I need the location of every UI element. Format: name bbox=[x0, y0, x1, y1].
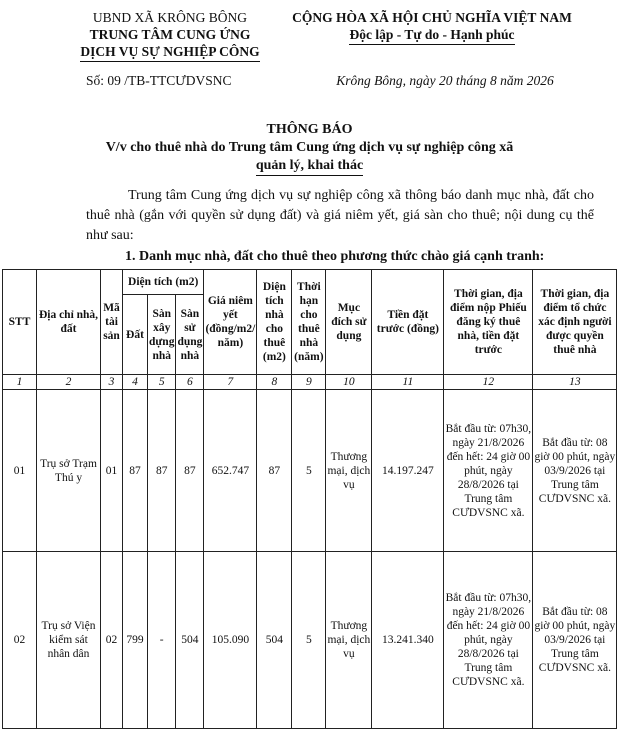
national-motto: Độc lập - Tự do - Hạnh phúc bbox=[349, 26, 514, 45]
header-term: Thời hạn cho thuê nhà (năm) bbox=[292, 270, 326, 375]
column-number: 6 bbox=[176, 375, 204, 390]
column-number: 2 bbox=[37, 375, 101, 390]
org-line-2: TRUNG TÂM CUNG ỨNG bbox=[89, 27, 251, 42]
column-number: 4 bbox=[123, 375, 148, 390]
cell-address: Trụ sở Trạm Thú y bbox=[37, 390, 101, 552]
subject-line-2-text: quản lý, khai thác bbox=[256, 158, 363, 176]
header-registration: Thời gian, địa điểm nộp Phiếu đăng ký thuê nhà, tiền đặt trước bbox=[444, 270, 533, 375]
table-header-row bbox=[3, 270, 617, 295]
cell-registration: Bắt đầu từ: 07h30, ngày 21/8/2026 đến hết: 24 giờ 00 phút, ngày 28/8/2026 tại Trung tâm CƯDVSNC xã. bbox=[444, 552, 533, 729]
cell-land: 799 bbox=[123, 552, 148, 729]
column-number: 13 bbox=[533, 375, 617, 390]
cell-deposit: 13.241.340 bbox=[372, 552, 444, 729]
org-line-3: DỊCH VỤ SỰ NGHIỆP CÔNG bbox=[80, 43, 259, 62]
header-stt: STT bbox=[3, 270, 37, 375]
column-number: 12 bbox=[444, 375, 533, 390]
header-rent-area: Diện tích nhà cho thuê (m2) bbox=[257, 270, 292, 375]
header-built: Sàn xây dựng nhà bbox=[148, 295, 176, 375]
header-area-group: Diện tích (m2) bbox=[123, 270, 204, 295]
column-number: 11 bbox=[372, 375, 444, 390]
cell-price: 105.090 bbox=[204, 552, 257, 729]
document-number: Số: 09 /TB-TTCƯDVSNC bbox=[86, 73, 232, 88]
cell-purpose: Thương mại, dịch vụ bbox=[326, 390, 372, 552]
cell-term: 5 bbox=[292, 390, 326, 552]
cell-usable: 504 bbox=[176, 552, 204, 729]
cell-stt: 01 bbox=[3, 390, 37, 552]
section-heading: 1. Danh mục nhà, đất cho thuê theo phương thức chào giá cạnh tranh: bbox=[125, 249, 545, 264]
cell-stt: 02 bbox=[3, 552, 37, 729]
intro-paragraph: Trung tâm Cung ứng dịch vụ sự nghiệp công xã thông báo danh mục nhà, đất cho thuê nhà (gắn với quyền sử dụng đất) và giá niêm yết, giá sàn cho thuê; nội dung cụ thể như sau: bbox=[86, 188, 594, 243]
cell-selection: Bắt đầu từ: 08 giờ 00 phút, ngày 03/9/2026 tại Trung tâm CƯDVSNC xã. bbox=[533, 390, 617, 552]
cell-term: 5 bbox=[292, 552, 326, 729]
subject-line-1: V/v cho thuê nhà do Trung tâm Cung ứng dịch vụ sự nghiệp công xã bbox=[105, 140, 514, 155]
header-asset-code: Mã tài sản bbox=[101, 270, 123, 375]
cell-purpose: Thương mại, dịch vụ bbox=[326, 552, 372, 729]
cell-registration: Bắt đầu từ: 07h30, ngày 21/8/2026 đến hết: 24 giờ 00 phút, ngày 28/8/2026 tại Trung tâm CƯDVSNC xã. bbox=[444, 390, 533, 552]
header-land: Đất bbox=[123, 295, 148, 375]
cell-deposit: 14.197.247 bbox=[372, 390, 444, 552]
property-table bbox=[2, 269, 617, 729]
header-address: Địa chỉ nhà, đất bbox=[37, 270, 101, 375]
column-number-row bbox=[3, 375, 617, 390]
header-purpose: Mục đích sử dụng bbox=[326, 270, 372, 375]
place-and-date: Krông Bông, ngày 20 tháng 8 năm 2026 bbox=[336, 73, 554, 88]
cell-rent-area: 504 bbox=[257, 552, 292, 729]
issuing-organization bbox=[60, 9, 280, 62]
cell-built: - bbox=[148, 552, 176, 729]
header-price: Giá niêm yết (đồng/m2/ năm) bbox=[204, 270, 257, 375]
header-usable: Sàn sử dụng nhà bbox=[176, 295, 204, 375]
national-heading bbox=[272, 9, 592, 45]
cell-land: 87 bbox=[123, 390, 148, 552]
org-line-1: UBND XÃ KRÔNG BÔNG bbox=[92, 10, 248, 25]
column-number: 8 bbox=[257, 375, 292, 390]
cell-asset-code: 02 bbox=[101, 552, 123, 729]
column-number: 1 bbox=[3, 375, 37, 390]
column-number: 9 bbox=[292, 375, 326, 390]
header-selection: Thời gian, địa điểm tổ chức xác định người được quyền thuê nhà bbox=[533, 270, 617, 375]
header-deposit: Tiền đặt trước (đồng) bbox=[372, 270, 444, 375]
table-row bbox=[3, 390, 617, 552]
cell-asset-code: 01 bbox=[101, 390, 123, 552]
subject-line-2 bbox=[0, 158, 619, 176]
cell-rent-area: 87 bbox=[257, 390, 292, 552]
document-title: THÔNG BÁO bbox=[266, 122, 353, 137]
cell-built: 87 bbox=[148, 390, 176, 552]
column-number: 10 bbox=[326, 375, 372, 390]
column-number: 5 bbox=[148, 375, 176, 390]
cell-selection: Bắt đầu từ: 08 giờ 00 phút, ngày 03/9/2026 tại Trung tâm CƯDVSNC xã. bbox=[533, 552, 617, 729]
column-number: 3 bbox=[101, 375, 123, 390]
table-row bbox=[3, 552, 617, 729]
column-number: 7 bbox=[204, 375, 257, 390]
nation-name: CỘNG HÒA XÃ HỘI CHỦ NGHĨA VIỆT NAM bbox=[292, 10, 572, 25]
cell-address: Trụ sở Viện kiểm sát nhân dân bbox=[37, 552, 101, 729]
cell-price: 652.747 bbox=[204, 390, 257, 552]
cell-usable: 87 bbox=[176, 390, 204, 552]
